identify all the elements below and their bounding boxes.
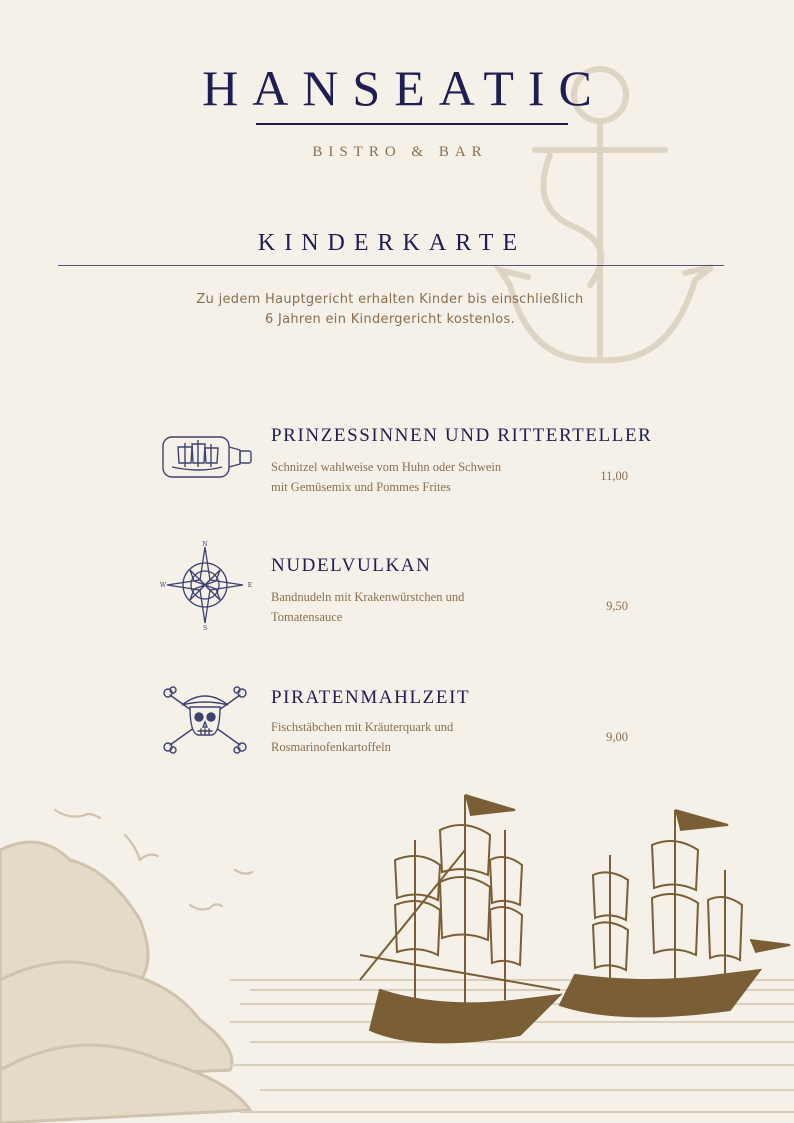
compass-s-label: S — [202, 625, 208, 631]
sailing-ship-left-icon — [360, 795, 560, 1042]
rocks-icon — [0, 842, 250, 1123]
pirate-skull-icon — [160, 685, 255, 755]
brand-title: HANSEATIC — [202, 60, 606, 116]
item-title: NUDELVULKAN — [271, 555, 432, 576]
item-title: PRINZESSINNEN UND RITTERTELLER — [271, 425, 653, 446]
sea-scene-illustration — [0, 790, 794, 1123]
item-title: PIRATENMAHLZEIT — [271, 687, 471, 708]
brand-divider — [256, 123, 568, 125]
sailing-ship-right-icon — [560, 810, 790, 1016]
compass-w-label: W — [160, 582, 167, 589]
item-description — [271, 457, 541, 497]
item-price: 11,00 — [600, 469, 628, 483]
brand-subtitle: BISTRO & BAR — [312, 144, 488, 160]
compass-rose-icon — [160, 539, 255, 631]
note-line: 6 Jahren ein Kindergericht kostenlos. — [264, 312, 516, 327]
note-line: Zu jedem Hauptgericht erhalten Kinder bis einschließlich — [196, 292, 584, 307]
item-desc-line: Rosmarinofenkartoffeln — [271, 740, 391, 754]
ship-in-bottle-icon — [160, 429, 255, 481]
section-title: KINDERKARTE — [257, 230, 527, 256]
item-description — [271, 587, 541, 627]
compass-n-label: N — [202, 541, 208, 548]
section-divider — [58, 265, 724, 266]
item-description — [271, 717, 541, 757]
compass-e-label: E — [247, 582, 253, 589]
item-desc-line: Bandnudeln mit Krakenwürstchen und — [271, 590, 465, 604]
section-note — [120, 290, 660, 330]
item-desc-line: mit Gemüsemix und Pommes Frites — [271, 480, 451, 494]
item-desc-line: Fischstäbchen mit Kräuterquark und — [271, 720, 454, 734]
item-price: 9,50 — [606, 599, 628, 613]
item-desc-line: Schnitzel wahlweise vom Huhn oder Schwein — [271, 460, 502, 474]
item-price: 9,00 — [606, 730, 628, 744]
item-desc-line: Tomatensauce — [271, 610, 343, 624]
